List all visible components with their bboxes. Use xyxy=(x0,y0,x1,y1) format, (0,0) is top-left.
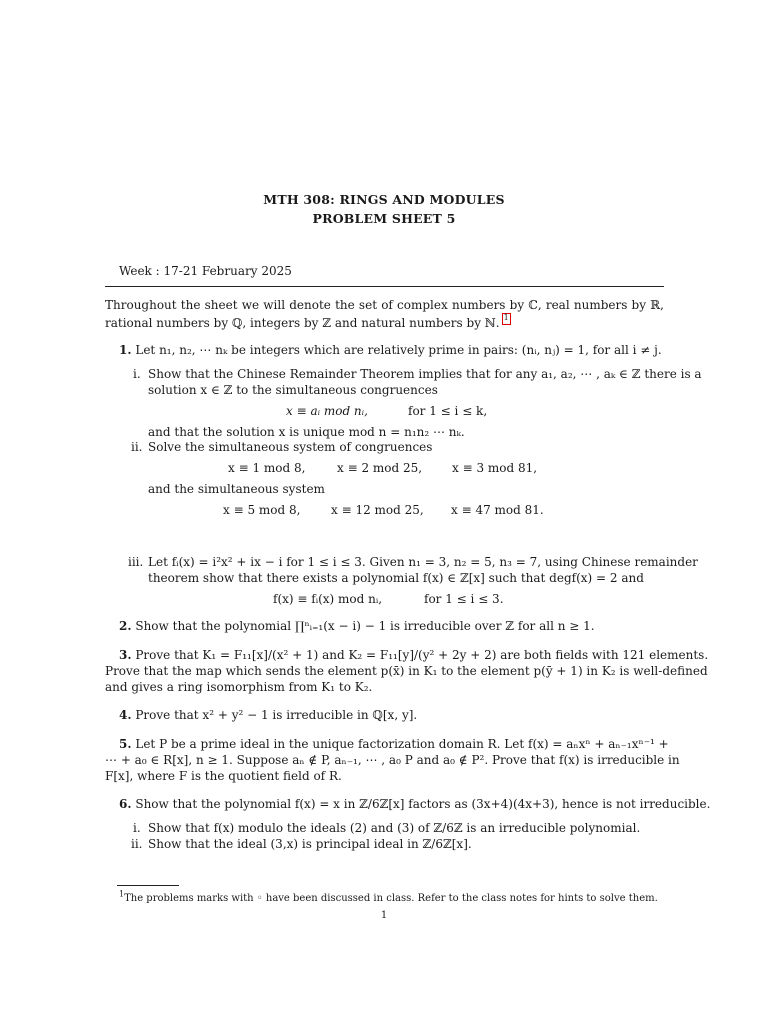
problem-6 xyxy=(119,796,710,812)
problem-1-i-label: i. xyxy=(133,367,141,381)
problem-4-text: Prove that x² + y² − 1 is irreducible in ℚ[x, y]. xyxy=(135,708,418,722)
problem-1-stem: Let n₁, n₂, ⋯ nₖ be integers which are relatively prime in pairs: (nᵢ, nⱼ) = 1, for all i ≠ j. xyxy=(135,343,662,357)
problem-5-line-1-wrap xyxy=(119,736,669,752)
problem-1-ii-label: ii. xyxy=(131,440,143,454)
header-rule xyxy=(105,286,664,287)
footnote-text: The problems marks with ◦ have been discussed in class. Refer to the class notes for hints to solve them. xyxy=(124,893,658,904)
footnote-rule xyxy=(117,885,179,886)
problem-4-number: 4. xyxy=(119,708,132,722)
problem-5-line-2: ⋯ + a₀ ∈ R[x], n ≥ 1. Suppose aₙ ∉ P, aₙ₋₁, ⋯ , a₀ P and a₀ ∉ P². Prove that f(x) is irreducible in xyxy=(105,753,680,767)
problem-1-number: 1. xyxy=(119,343,132,357)
problem-1-ii-congruence-2b: x ≡ 12 mod 25, xyxy=(331,503,424,517)
problem-1-ii-congruence-1a: x ≡ 1 mod 8, xyxy=(228,461,306,475)
problem-1-stem-line xyxy=(119,342,662,358)
page-number: 1 xyxy=(380,910,388,921)
problem-1-ii-congruence-2a: x ≡ 5 mod 8, xyxy=(223,503,301,517)
problem-1-ii-line-1: Solve the simultaneous system of congruences xyxy=(148,440,433,454)
problem-2-number: 2. xyxy=(119,619,132,633)
title-line-2: PROBLEM SHEET 5 xyxy=(312,211,456,226)
problem-1-ii-congruence-1c: x ≡ 3 mod 81, xyxy=(452,461,538,475)
problem-3-number: 3. xyxy=(119,648,132,662)
problem-1-ii-congruence-1b: x ≡ 2 mod 25, xyxy=(337,461,423,475)
problem-6-ii-label: ii. xyxy=(131,837,143,851)
intro-text: Throughout the sheet we will denote the set of complex numbers by ℂ, real numbers by ℝ, rational numbers by ℚ, integers by ℤ and natural numbers by ℕ. xyxy=(105,298,664,330)
problem-1-i-line-2: solution x ∈ ℤ to the simultaneous congruences xyxy=(148,383,438,397)
problem-1-i-line-3: and that the solution x is unique mod n = n₁n₂ ⋯ nₖ. xyxy=(148,425,465,439)
problem-6-text: Show that the polynomial f(x) = x in ℤ/6ℤ[x] factors as (3x+4)(4x+3), hence is not irreducible. xyxy=(135,797,711,811)
problem-1-iii-line-2: theorem show that there exists a polynomial f(x) ∈ ℤ[x] such that degf(x) = 2 and xyxy=(148,571,644,585)
problem-6-number: 6. xyxy=(119,797,132,811)
problem-1-i-equation-right: for 1 ≤ i ≤ k, xyxy=(408,404,488,418)
problem-1-iii-label: iii. xyxy=(128,555,144,569)
problem-4 xyxy=(119,707,417,723)
problem-1-i-equation-left: x ≡ aᵢ mod nᵢ, xyxy=(286,404,368,418)
problem-2 xyxy=(119,618,595,634)
problem-1-iii-equation-right: for 1 ≤ i ≤ 3. xyxy=(424,592,504,606)
problem-6-i-text: Show that f(x) modulo the ideals (2) and (3) of ℤ/6ℤ is an irreducible polynomial. xyxy=(148,821,641,835)
title-line-1: MTH 308: RINGS AND MODULES xyxy=(263,192,505,207)
intro-paragraph xyxy=(105,297,664,331)
problem-1-ii-line-2: and the simultaneous system xyxy=(148,482,325,496)
problem-1-ii-congruence-2c: x ≡ 47 mod 81. xyxy=(451,503,544,517)
problem-1-iii-line-1: Let fᵢ(x) = i²x² + ix − i for 1 ≤ i ≤ 3. Given n₁ = 3, n₂ = 5, n₃ = 7, using Chinese remainder xyxy=(148,555,698,569)
problem-5-line-3: F[x], where F is the quotient field of R. xyxy=(105,769,342,783)
problem-2-text: Show that the polynomial ∏ⁿᵢ₌₁(x − i) − 1 is irreducible over ℤ for all n ≥ 1. xyxy=(135,619,595,633)
week-line: Week : 17-21 February 2025 xyxy=(119,264,292,278)
problem-5-number: 5. xyxy=(119,737,132,751)
footnote-number: 1 xyxy=(119,889,125,899)
problem-3-line-1-wrap xyxy=(119,647,708,663)
problem-6-ii-text: Show that the ideal (3,x) is principal ideal in ℤ/6ℤ[x]. xyxy=(148,837,472,851)
problem-3-line-3: and gives a ring isomorphism from K₁ to K₂. xyxy=(105,680,373,694)
footnote-link[interactable]: 1 xyxy=(502,313,511,325)
problem-3-line-2: Prove that the map which sends the element p(x̄) in K₁ to the element p(ȳ + 1) in K₂ is well-defined xyxy=(105,664,708,678)
problem-5-line-1: Let P be a prime ideal in the unique factorization domain R. Let f(x) = aₙxⁿ + aₙ₋₁xⁿ⁻¹ + xyxy=(135,737,669,751)
problem-6-i-label: i. xyxy=(133,821,141,835)
footnote xyxy=(119,891,658,907)
problem-1-i-line-1: Show that the Chinese Remainder Theorem implies that for any a₁, a₂, ⋯ , aₖ ∈ ℤ there is a xyxy=(148,367,702,381)
problem-3-line-1: Prove that K₁ = F₁₁[x]/(x² + 1) and K₂ = F₁₁[y]/(y² + 2y + 2) are both fields with 121 elements. xyxy=(135,648,709,662)
problem-1-iii-equation-left: f(x) ≡ fᵢ(x) mod nᵢ, xyxy=(273,592,383,606)
